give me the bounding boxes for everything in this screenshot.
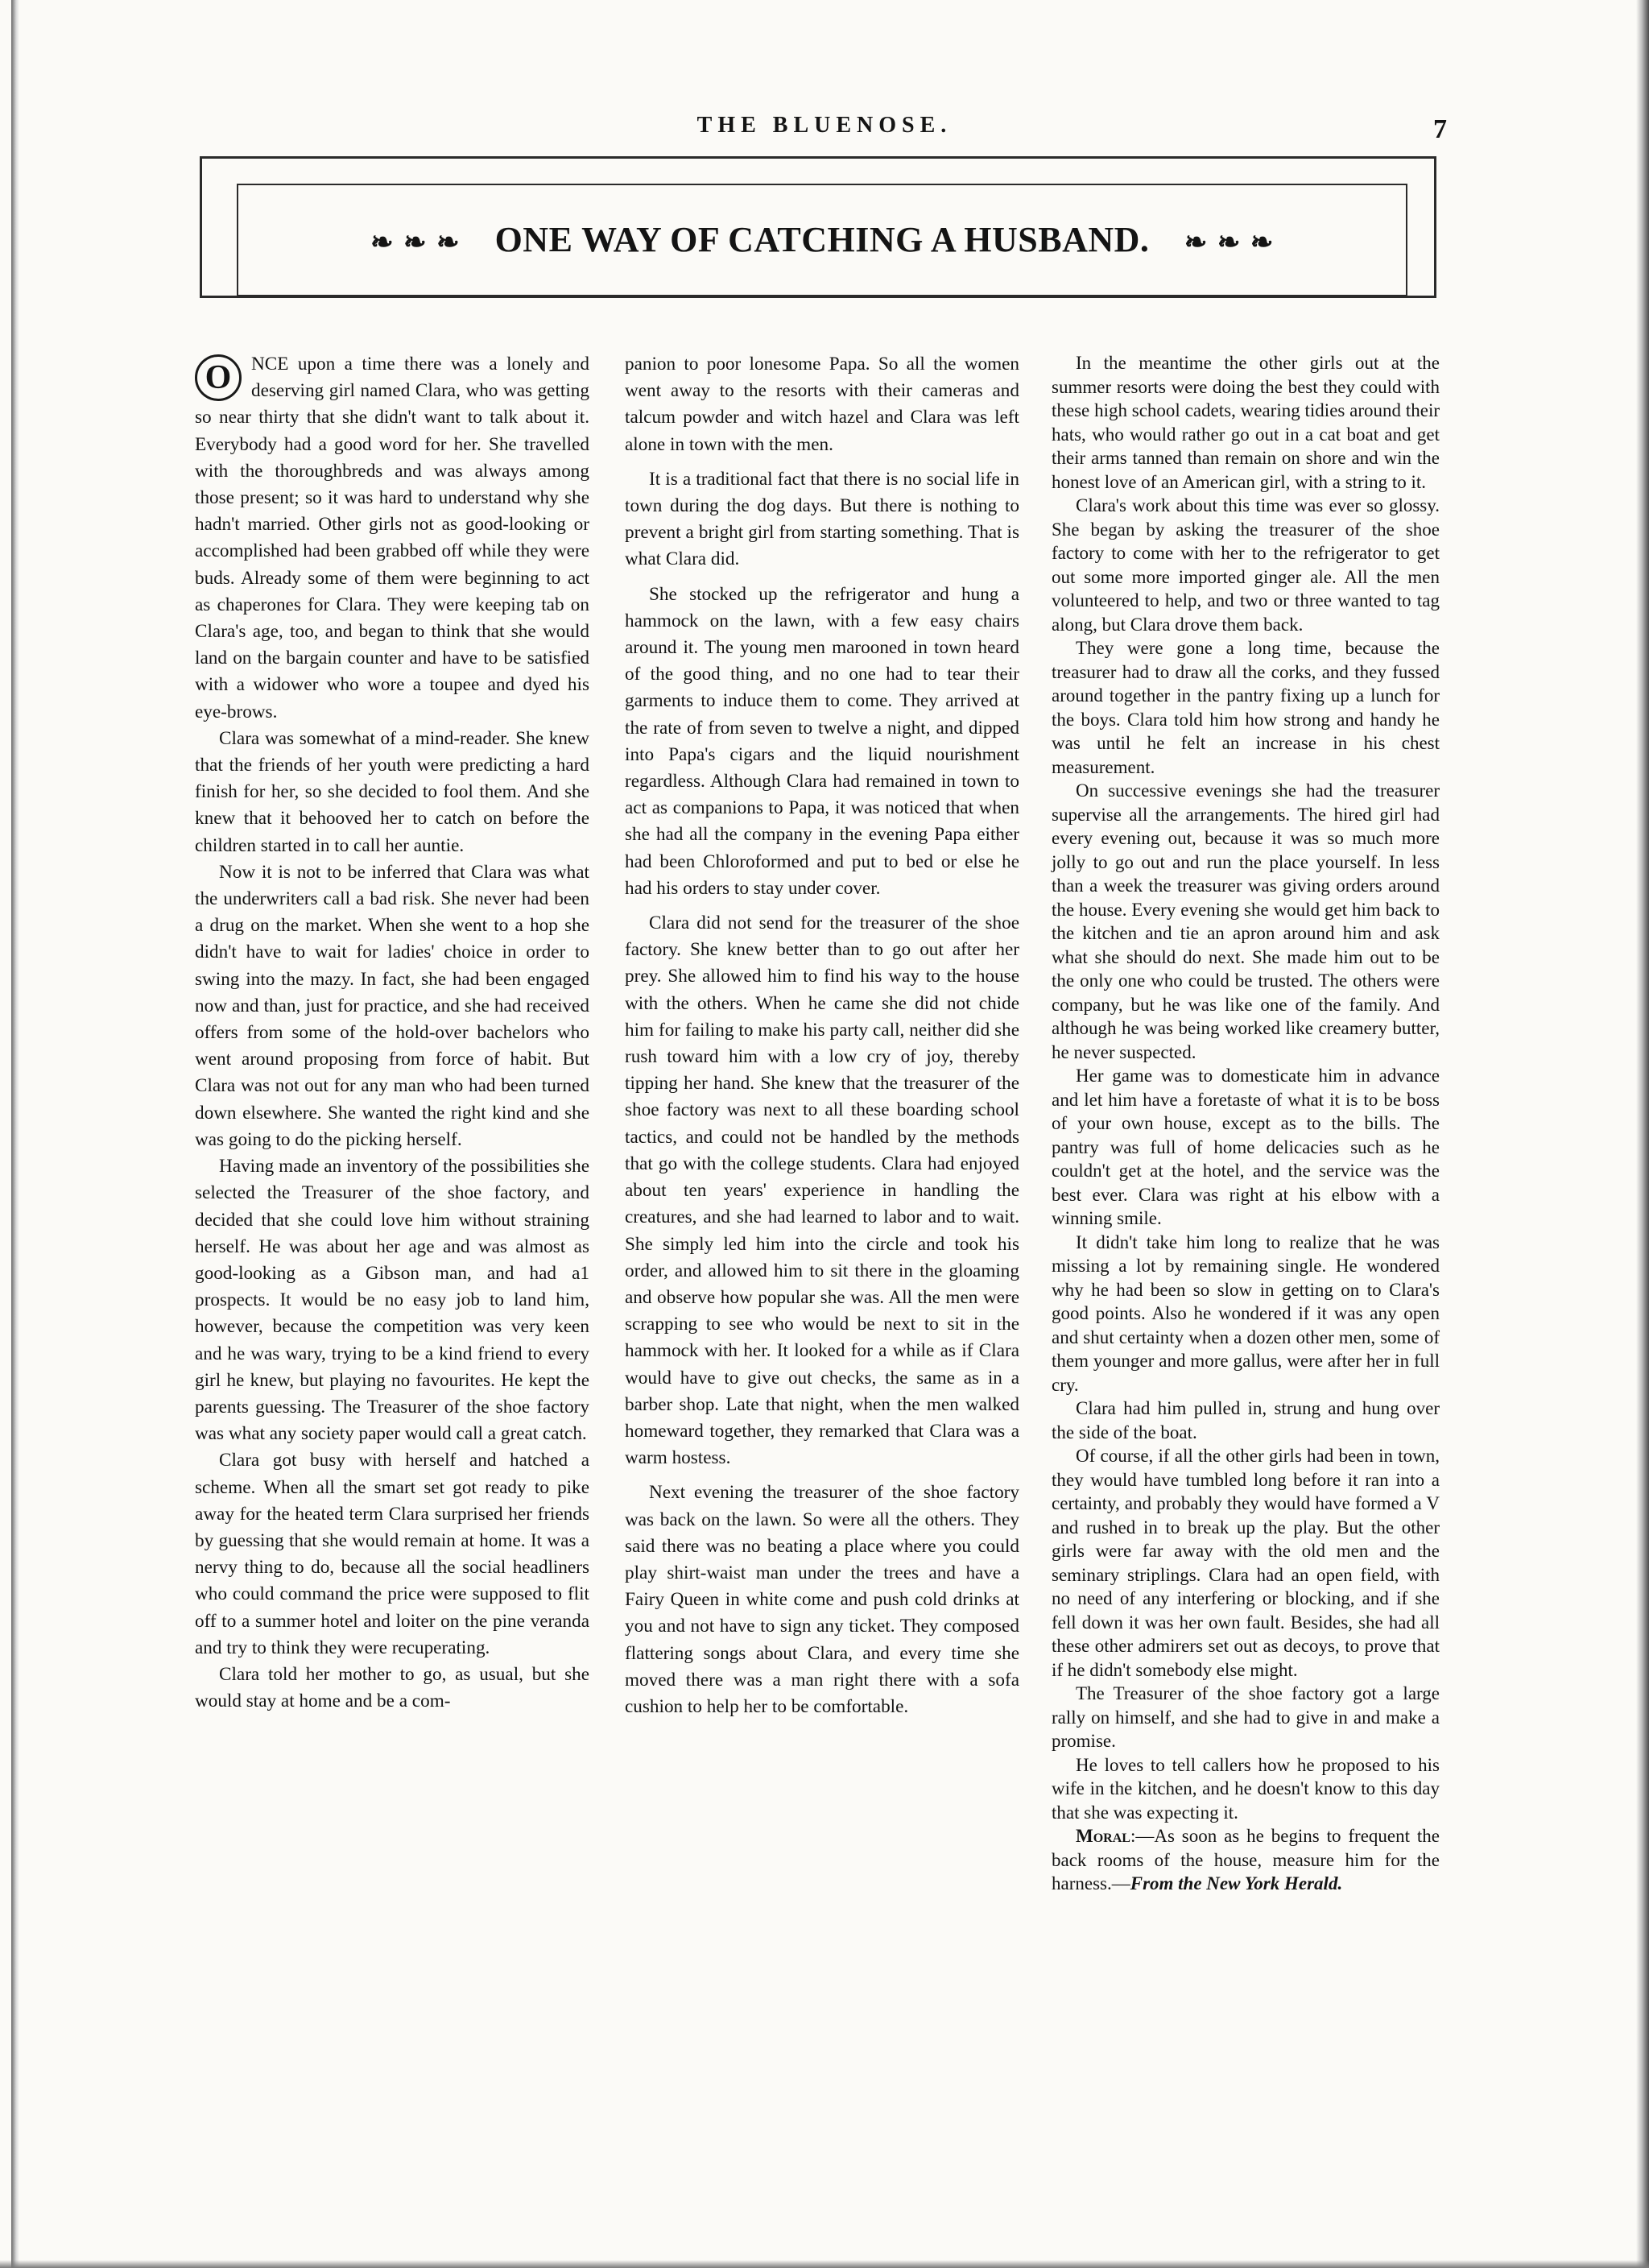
paragraph-text: NCE upon a time there was a lonely and deserving girl named Clara, who was getting so near thirty that she didn't want to talk about it. Everybody had a good word for her. She travelled with the thoroughbreds and was always among those present; so it was hard to understand why she hadn't married. Other girls not as good-looking or accomplished had been grabbed off while they were buds. Already some of them were beginning to act as chaperones for Clara. They were keeping tab on Clara's age, too, and began to think that she would land on the bargain counter and have to be satisfied with a widower who wore a toupee and dyed his eye-brows. [195,354,589,722]
running-head: THE BLUENOSE. [696,113,953,138]
moral-label: Moral [1076,1826,1130,1846]
paragraph: Her game was to domesticate him in advance and let him have a foretaste of what it is to be boss of your own house, except as to the bills. The pantry was full of home delicacies such as he couldn't get at the hotel, and the service was the best ever. Clara was right at his elbow with a winning smile. [1052,1066,1440,1228]
paragraph: Of course, if all the other girls had been in town, they would have tumbled long before it ran into a certainty, and probably they would have formed a V and rushed in to break up the play. But the other girls were far away with the old men and the seminary striplings. Clara had an open field, with no need of any interfering or blocking, and if she fell down it was her own fault. Besides, she had all these other admirers set out as decoys, to prove that if he didn't somebody else might. [1052,1446,1440,1680]
moral-text: :—As soon as he begins to frequent the back rooms of the house, measure him for the harness.— [1052,1826,1440,1893]
fleuron-icon: ❧ [403,228,428,258]
paragraph: Clara had him pulled in, strung and hung over the side of the boat. [1052,1398,1440,1442]
drop-cap: O [195,354,242,401]
paragraph [195,351,589,726]
moral-paragraph [1052,1824,1440,1896]
fleuron-icon: ❧ [436,228,461,258]
paragraph: In the meantime the other girls out at the summer resorts were doing the best they could with these high school cadets, wearing tidies around their hats, who would rather go out in a cat boat and get their arms tanned than remain on shore and win the honest love of an American girl, with a string to it. [1052,353,1440,492]
fleuron-icon: ❧ [1217,228,1241,258]
column-2 [625,351,1019,1728]
paragraph: It is a traditional fact that there is no social life in town during the dog days. But there is nothing to prevent a bright girl from starting something. That is what Clara did. [625,468,1019,570]
paragraph: panion to poor lonesome Papa. So all the women went away to the resorts with their cameras and talcum powder and witch hazel and Clara was left alone in town with the men. [625,354,1019,455]
fleuron-icon: ❧ [1184,228,1208,258]
scan-shadow-left [11,0,19,2268]
paragraph: Clara got busy with herself and hatched a scheme. When all the smart set got ready to pike away for the heated term Clara surprised her friends by guessing that she would remain at home. It was a nervy thing to do, because all the social headliners who could command the price were supposed to flit off to a summer hotel and loiter on the pine veranda and try to think they were recuperating. [195,1450,589,1658]
article-title-row [237,219,1407,260]
scan-shadow-bottom [0,2260,1649,2268]
paragraph: It didn't take him long to realize that he was missing a lot by remaining single. He wondered why he had been so slow in getting on to Clara's good points. Also he wondered if it was any open and shut certainty when a dozen other men, some of them younger and more gallus, were after her in full cry. [1052,1231,1440,1395]
paragraph: They were gone a long time, because the treasurer had to draw all the corks, and they fussed around together in the pantry fixing up a lunch for the boys. Clara told him how strong and handy he was until he felt an increase in his chest measurement. [1052,638,1440,777]
paragraph: Now it is not to be inferred that Clara was what the underwriters call a bad risk. She never had been a drug on the market. When she went to a hop she didn't have to wait for ladies' choice in order to swing into the mazy. In fact, she had been engaged now and than, just for practice, and she had received offers from some of the hold-over bachelors who went around proposing from force of habit. But Clara was not out for any man who had been turned down elsewhere. She wanted the right kind and she was going to do the picking herself. [195,861,589,1150]
paragraph: He loves to tell callers how he proposed to his wife in the kitchen, and he doesn't know to this day that she was expecting it. [1052,1754,1440,1823]
paragraph: Next evening the treasurer of the shoe factory was back on the lawn. So were all the others. They said there was no beating a place where you could play shirt-waist man under the trees and have a Fairy Queen in white come and push cold drinks at you and not have to sign any ticket. They composed flattering songs about Clara, and every time she moved there was a man right there with a sofa cushion to help her to be comfortable. [625,1482,1019,1717]
fleuron-icon: ❧ [1250,228,1274,258]
fleuron-icon: ❧ [370,228,395,258]
paragraph: Clara's work about this time was ever so glossy. She began by asking the treasurer of the shoe factory to come with her to the refrigerator to get out some more imported ginger ale. All the men volunteered to help, and two or three wanted to tag along, but Clara drove them back. [1052,495,1440,635]
paragraph: The Treasurer of the shoe factory got a large rally on himself, and she had to give in and make a promise. [1052,1683,1440,1751]
scan-shadow-right [1636,0,1649,2268]
paragraph: She stocked up the refrigerator and hung a hammock on the lawn, with a few easy chairs around it. The young men marooned in town heard of the good thing, and no one had to tear their garments to induce them to come. They arrived at the rate of from seven to twelve a night, and dipped into Papa's cigars and the liquid nourishment regardless. Although Clara had remained in town to act as companions to Papa, it was noticed that when she had all the company in the evening Papa either had been Chloroformed and put to bed or else he had his orders to stay under cover. [625,583,1019,899]
page-number: 7 [1433,114,1447,144]
paragraph: Clara was somewhat of a mind-reader. She knew that the friends of her youth were predicting a hard finish for her, so she decided to fool them. And she knew that it behooved her to catch on before the children started in to call her auntie. [195,727,589,856]
column-1 [195,351,589,1715]
source-credit: From the New York Herald. [1130,1873,1343,1893]
paragraph: Having made an inventory of the possibilities she selected the Treasurer of the shoe factory, and decided that she could love him without straining herself. He was about her age and was almost as good-looking as a Gibson man, and had a1 prospects. It would be no easy job to land him, however, because the competition was very keen and he was wary, trying to be a kind friend to every girl he knew, but playing no favourites. He kept the parents guessing. The Treasurer of the shoe factory was what any society paper would call a great catch. [195,1156,589,1445]
paragraph: Clara did not send for the treasurer of the shoe factory. She knew better than to go out after her prey. She allowed him to find his way to the house with the others. When he came she did not chide him for failing to make his party call, neither did she rush toward him with a low cry of joy, thereby tipping her hand. She knew that the treasurer of the shoe factory was next to all these boarding school tactics, and could not be handled by the methods that go with the college students. Clara had enjoyed about ten years' experience in handling the creatures, and she had learned to labor and to wait. She simply led him into the circle and took his order, and allowed him to sit there in the gloaming and observe how popular she was. All the men were scrapping to see who would be next to sit in the hammock with her. It looked for a while as if Clara would have to give out checks, the same as in a barber shop. Late that night, when the men walked homeward together, they remarked that Clara was a warm hostess. [625,913,1019,1469]
article-title: ONE WAY OF CATCHING A HUSBAND. [494,220,1150,259]
paragraph: On successive evenings she had the treasurer supervise all the arrangements. The hired girl had every evening out, because it was so much more jolly to go out and run the place yourself. In less than a week the treasurer was giving orders around the house. Every evening she would get him back to the kitchen and tie an apron around him and ask what she should do next. She made him out to be the only one who could be trusted. The others were company, but he was like one of the family. And although he was being worked like creamery butter, he never suspected. [1052,780,1440,1062]
paragraph: Clara told her mother to go, as usual, but she would stay at home and be a com- [195,1663,589,1712]
column-3 [1052,351,1440,1896]
